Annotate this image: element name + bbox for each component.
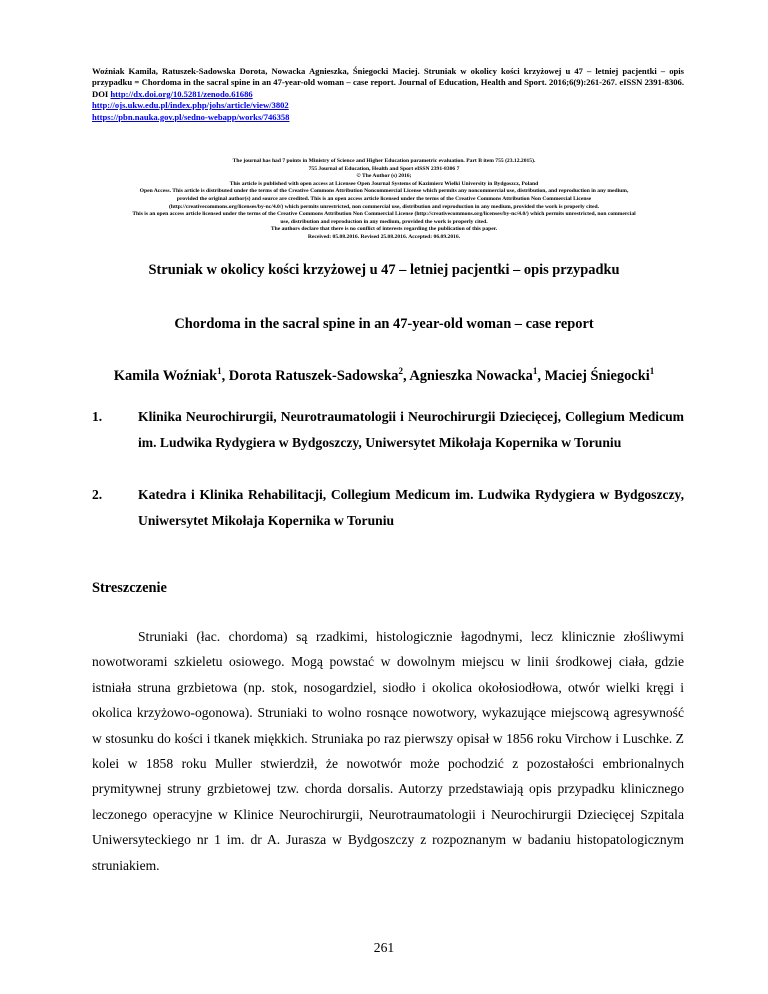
license-line: This is an open access article licensed under the terms of the Creative Commons Attribution Non Commercial License (http://creativecommons.org/licenses/by-nc/4.0/) which permits unrestricted, non commercial bbox=[132, 211, 636, 218]
article-link[interactable]: http://ojs.ukw.edu.pl/index.php/johs/article/view/3802 bbox=[92, 100, 289, 111]
author-separator: , bbox=[221, 367, 229, 384]
affiliation-number: 2. bbox=[92, 487, 103, 502]
affiliation-text: Klinika Neurochirurgii, Neurotraumatologii i Neurochirurgii Dziecięcej, Collegium Medicum im. Ludwika Rydygiera w Bydgoszczy, Uniwersytet Mikołaja Kopernika w Toruniu bbox=[138, 409, 684, 450]
license-line: This article is published with open access at Licensee Open Journal Systems of Kazimierz Wielki University in Bydgoszcz, Poland bbox=[229, 180, 539, 187]
author-affiliation-mark: 1 bbox=[217, 366, 222, 376]
affiliation-number: 1. bbox=[92, 409, 103, 424]
author-affiliation-mark: 1 bbox=[649, 366, 655, 376]
title-polish: Struniak w okolicy kości krzyżowej u 47 – letniej pacjentki – opis przypadku bbox=[148, 262, 620, 278]
author-list bbox=[0, 366, 768, 385]
license-line: Open Access. This article is distributed under the terms of the Creative Commons Attribution Noncommercial License which permits any noncommercial use, distribution, and reproduction in any medium, bbox=[139, 188, 629, 195]
author-name: Maciej Śniegocki bbox=[544, 367, 650, 384]
affiliation-item bbox=[92, 482, 684, 533]
author-separator: , bbox=[537, 367, 545, 384]
license-block bbox=[40, 158, 728, 242]
citation-text: Woźniak Kamila, Ratuszek-Sadowska Dorota, Nowacka Agnieszka, Śniegocki Maciej. Struniak w okolicy kości krzyżowej u 47 – letniej pacjentki – opis przypadku = Chordoma in the sacral spine in an 47-year-old woman – case report. Journal of Education, Health and Sport. 2016;6(9):261-267. eISSN 2391-8306. DOI bbox=[92, 66, 684, 99]
affiliation-item bbox=[92, 404, 684, 455]
author-name: Agnieszka Nowacka bbox=[409, 367, 533, 384]
license-line: 755 Journal of Education, Health and Sport eISSN 2391-8306 7 bbox=[308, 165, 460, 172]
license-line: Received: 05.08.2016. Revised 25.08.2016. Accepted: 06.09.2016. bbox=[307, 233, 461, 240]
license-line: provided the original author(s) and source are credited. This is an open access article licensed under the terms of the Creative Commons Attribution Non Commercial License bbox=[176, 195, 592, 202]
license-line: (http://creativecommons.org/licenses/by-nc/4.0/) which permits unrestricted, non commercial use, distribution and reproduction in any medium, provided the work is properly cited. bbox=[169, 203, 599, 210]
abstract-heading: Streszczenie bbox=[92, 580, 167, 596]
license-line: The journal has had 7 points in Ministry of Science and Higher Education parametric evaluation. Part B item 755 (23.12.2015). bbox=[232, 158, 536, 164]
author-affiliation-mark: 1 bbox=[532, 366, 538, 376]
pbn-link[interactable]: https://pbn.nauka.gov.pl/sedno-webapp/works/746358 bbox=[92, 111, 290, 122]
abstract-paragraph: Struniaki (łac. chordoma) są rzadkimi, histologicznie łagodnymi, lecz klinicznie złośliwymi nowotworami szkieletu osiowego. Mogą powstać w dowolnym miejscu w linii środkowej ciała, gdzie istniała struna grzbietowa (np. stok, nosogardziel, siodło i okolica okołosiodłowa, otwór wielki kręgi i okolica krzyżowo-ogonowa). Struniaki to wolno rosnące nowotwory, wykazujące miejscową agresywność w stosunku do kości i tkanek miękkich. Struniaka po raz pierwszy opisał w 1856 roku Virchow i Luschke. Z kolei w 1858 roku Muller stwierdził, że nowotwór może pochodzić z pozostałości embrionalnych prymitywnej struny grzbietowej tzw. chorda dorsalis. Autorzy przedstawiają opis przypadku klinicznego leczonego operacyjne w Klinice Neurochirurgii, Neurotraumatologii i Neurochirurgii Dziecięcej Szpitala Uniwersyteckiego nr 1 im. dr A. Jurasza w Bydgoszczy z rozpoznanym w badaniu histopatologicznym struniakiem. bbox=[92, 629, 684, 873]
author-separator: , bbox=[402, 367, 410, 384]
license-line: use, distribution and reproduction in any medium, provided the work is properly cited. bbox=[280, 218, 488, 225]
author-affiliation-mark: 2 bbox=[398, 366, 403, 376]
affiliation-text: Katedra i Klinika Rehabilitacji, Collegium Medicum im. Ludwika Rydygiera w Bydgoszczy, Uniwersytet Mikołaja Kopernika w Toruniu bbox=[138, 487, 684, 528]
title-english: Chordoma in the sacral spine in an 47-year-old woman – case report bbox=[174, 316, 594, 332]
license-line: The authors declare that there is no conflict of interests regarding the publication of this paper. bbox=[270, 226, 498, 233]
citation-block bbox=[92, 66, 684, 123]
page-number: 261 bbox=[373, 940, 395, 955]
author-name: Kamila Woźniak bbox=[113, 367, 218, 384]
author-name: Dorota Ratuszek-Sadowska bbox=[228, 367, 399, 384]
license-line: © The Author (s) 2016; bbox=[356, 173, 412, 180]
doi-link[interactable]: http://dx.doi.org/10.5281/zenodo.61686 bbox=[110, 88, 253, 99]
